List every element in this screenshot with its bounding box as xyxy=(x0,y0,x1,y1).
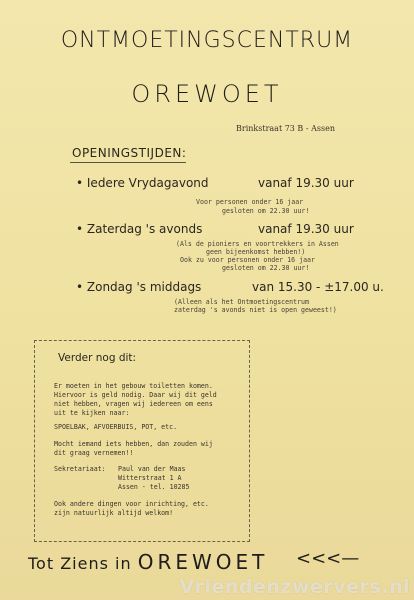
notice-text-line: Er moeten in het gebouw toiletten komen. xyxy=(54,382,213,390)
hours-row-time xyxy=(258,176,354,190)
notice-text-line: dit graag vernemen!! xyxy=(54,449,134,457)
notice-text-line: uit te kijken naar: xyxy=(54,409,130,417)
center-name-title: ONTMOETINGSCENTRUM xyxy=(60,28,354,53)
heading-underline xyxy=(70,162,186,163)
hours-note: gesloten om 22.30 uur! xyxy=(222,264,310,272)
hours-note: Voor personen onder 16 jaar xyxy=(196,198,304,206)
secretariat-line: Witterstraat 1 A xyxy=(118,474,182,482)
hours-row-day: • Zaterdag 's avonds xyxy=(76,222,203,236)
hours-note: Ook zu voor personen onder 16 jaar xyxy=(180,256,315,264)
notice-text-line: Mocht iemand iets hebben, dan zouden wij xyxy=(54,440,213,448)
notice-items: SPOELBAK, AFVOERBUIS, POT, etc. xyxy=(54,423,178,431)
notice-text-line: Ook andere dingen voor inrichting, etc. xyxy=(54,500,209,508)
hours-row-time xyxy=(258,222,354,236)
watermark-logo: Vriendenzwervers.nl xyxy=(179,576,410,598)
footer-text: Tot Ziens in xyxy=(28,554,132,573)
address-line: Brinkstraat 73 B - Assen xyxy=(236,124,335,133)
hours-note: geen bijeenkomst hebben!) xyxy=(206,248,306,256)
hours-row-time xyxy=(252,280,384,294)
notice-heading: Verder nog dit: xyxy=(58,352,137,364)
secretariat-label: Sekretariaat: xyxy=(54,465,106,473)
footer-arrows: <<<— xyxy=(296,548,360,569)
secretariat-line: Paul van der Maas xyxy=(118,465,186,473)
notice-text-line: niet hebben, vragen wij iedereen om eens xyxy=(54,400,213,408)
hours-row-time-text: van 15.30 - ±17.00 u. xyxy=(252,280,384,294)
hours-row-time-text: vanaf 19.30 uur xyxy=(258,222,354,236)
hours-row-saturday xyxy=(76,222,202,236)
hours-note: (Als de pioniers en voortrekkers in Assen xyxy=(176,240,339,248)
center-name-subtitle: OREWOET xyxy=(131,80,283,108)
hours-note: gesloten om 22.30 uur! xyxy=(222,207,310,215)
footer-center-name: OREWOET xyxy=(137,550,269,574)
notice-text-line: zijn natuurlijk altijd welkom! xyxy=(54,509,174,517)
notice-text-line: Hiervoor is geld nodig. Daar wij dit geld xyxy=(54,391,217,399)
opening-hours-heading: OPENINGSTIJDEN: xyxy=(72,146,187,160)
hours-note: (Alleen als het Ontmoetingscentrum xyxy=(174,298,309,306)
hours-row-day: • Zondag 's middags xyxy=(76,280,202,294)
hours-row-time-text: vanaf 19.30 uur xyxy=(258,176,354,190)
hours-row-sunday xyxy=(76,280,201,294)
hours-row-friday xyxy=(76,176,209,190)
secretariat-line: Assen - tel. 10285 xyxy=(118,483,190,491)
hours-row-day: • Iedere Vrydagavond xyxy=(76,176,209,190)
hours-note: zaterdag 's avonds niet is open geweest!) xyxy=(174,306,337,314)
footer-greeting xyxy=(28,550,268,574)
